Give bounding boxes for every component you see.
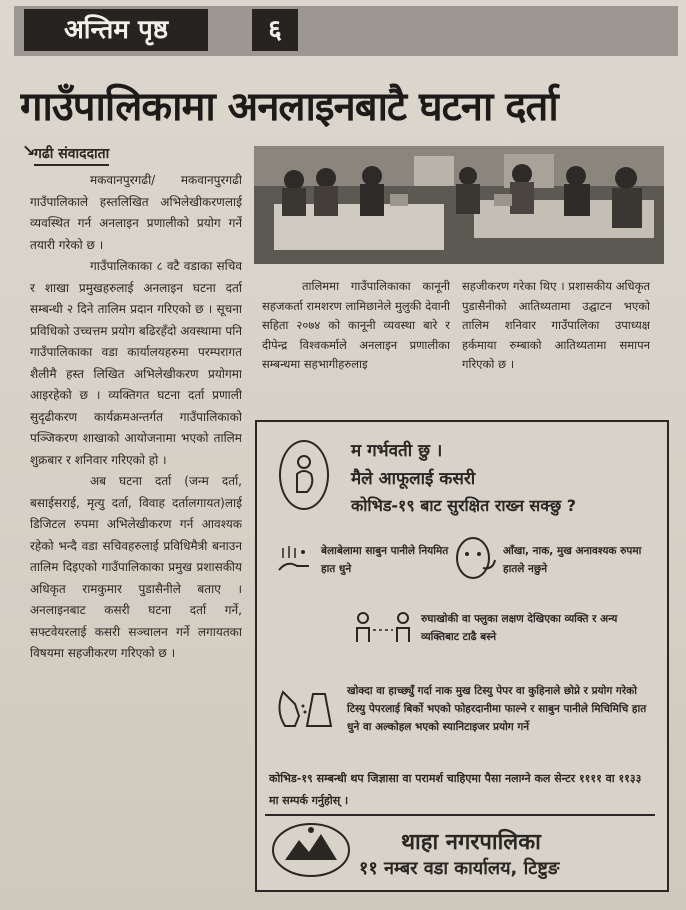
article-paragraph: अब घटना दर्ता (जन्म दर्ता, बसाईसराई, मृत्यु दर्ता, विवाह दर्तालगायत)लाई डिजिटल रुपमा अभिलेखीकरण गर्न आवश्यक रहेको भन्दै वडा सचिवहरुलाई प्रविधिमैत्री बनाउन तालिम दिइएको गाउँपालिकाका प्रमुख प्रशासकीय अधिकृत रामकुमार पुडासैनीले बताए । अनलाइनबाट कसरी घटना दर्ता गर्ने, सफ्टवेयरलाई कसरी सञ्चालन गर्ने लगायतका विषयमा सहजीकरण गरिएको छ । [30, 474, 242, 660]
byline: गढी संवाददाता [34, 144, 109, 166]
article-paragraph: गाउँपालिकाका ८ वटै वडाका सचिव र शाखा प्रमुखहरुलाई अनलाइन घटना दर्ता सम्बन्धी २ दिने तालिम प्रदान गरिएको छ । सूचना प्रविधिको उच्चत्तम प्रयोग बढिरहँदो अवस्थामा पनि गाउँपालिकाका वडा कार्यालयहरुमा परम्परागत शैलीमै हस्त लिखित अभिलेखीकरण प्रयोगमा आइरहेको छ । व्यक्तिगत घटना दर्ता प्रणाली सुदृढीकरण कार्यक्रमअन्तर्गत गाउँपालिकाको पञ्जिकरण शाखाको आयोजनामा भएको तालिम शुक्रबार र शनिवार गरिएको हो । [30, 259, 242, 467]
sneeze-icon [273, 682, 339, 742]
pregnant-woman-icon [279, 440, 329, 510]
ad-question-line: म गर्भवती छु । [351, 441, 443, 461]
org-name: थाहा नगरपालिका [401, 830, 541, 855]
covid-advisory-ad [255, 420, 669, 892]
face-touch-icon [453, 534, 499, 588]
ad-tip: बेलाबेलामा साबुन पानीले नियमित हात धुने [321, 545, 449, 575]
article-paragraph: तालिममा गाउँपालिकाका कानूनी सहजकर्ता रामशरण लामिछानेले मुलुकी देवानी सहिता २०७४ को कानूनी व्यवस्था बारे र दीपेन्द्र विश्वकर्माले अनलाइन प्रणालीका सम्बन्धमा सहभागीहरुलाइ [262, 279, 450, 371]
headline: गाउँपालिकामा अनलाइनबाटै घटना दर्ता [20, 84, 558, 130]
training-photo [254, 146, 664, 264]
social-distance-icon [353, 610, 413, 650]
byline-mark: ↘ [22, 141, 36, 160]
office-name: ११ नम्बर वडा कार्यालय, टिष्टुङ [359, 858, 560, 879]
ad-tip: आँखा, नाक, मुख अनावश्यक रुपमा हातले नछुने [503, 545, 642, 575]
helpline-text: कोभिड-१९ सम्बन्धी थप जिज्ञासा वा परामर्श चाहिएमा पैसा नलाग्ने कल सेन्टर ११११ वा ११३३ मा सम्पर्क गर्नुहोस् । [269, 772, 642, 807]
ad-tip: रुघाखोकी वा फ्लुका लक्षण देखिएका व्यक्ति र अन्य व्यक्तिबाट टाढै बस्ने [421, 613, 618, 643]
article-column-mid-left [262, 277, 450, 413]
divider [265, 814, 655, 816]
section-label: अन्तिम पृष्ठ [24, 9, 208, 51]
handwash-icon [273, 540, 315, 586]
municipality-emblem-icon [269, 820, 353, 882]
article-paragraph: सहजीकरण गरेका थिए । प्रशासकीय अधिकृत पुडासैनीको आतिथ्यतामा उद्घाटन भएको तालिम शनिवार गाउँपालिका उपाध्यक्ष हर्कमाया रुम्बाको आतिथ्यतामा समापन गरिएको छ । [462, 279, 650, 371]
page-number: ६ [252, 9, 298, 51]
article-column-left [30, 170, 242, 900]
ad-tip: खोक्दा वा हाच्छ्युँ गर्दा नाक मुख टिस्यु पेपर वा कुहिनाले छोप्ने र प्रयोग गरेको टिस्यु पेपरलाई बिर्को भएको फोहरदानीमा फाल्ने र साबुन पानीले मिचिमिचि हात धुने वा अल्कोहल भएको स्यानिटाइजर प्रयोग गर्ने [347, 685, 647, 733]
article-column-mid-right [462, 277, 650, 413]
article-paragraph: मकवानपुरगढी/ मकवानपुरगढी गाउँपालिकाले हस्तलिखित अभिलेखीकरणलाई व्यवस्थित गर्न अनलाइन प्रणालीको प्रयोग गर्ने तयारी गरेको छ । [30, 173, 242, 252]
ad-question-line: मैले आफूलाई कसरी [351, 469, 476, 489]
ad-question-line: कोभिड-१९ बाट सुरक्षित राख्न सक्छु ? [351, 496, 577, 515]
